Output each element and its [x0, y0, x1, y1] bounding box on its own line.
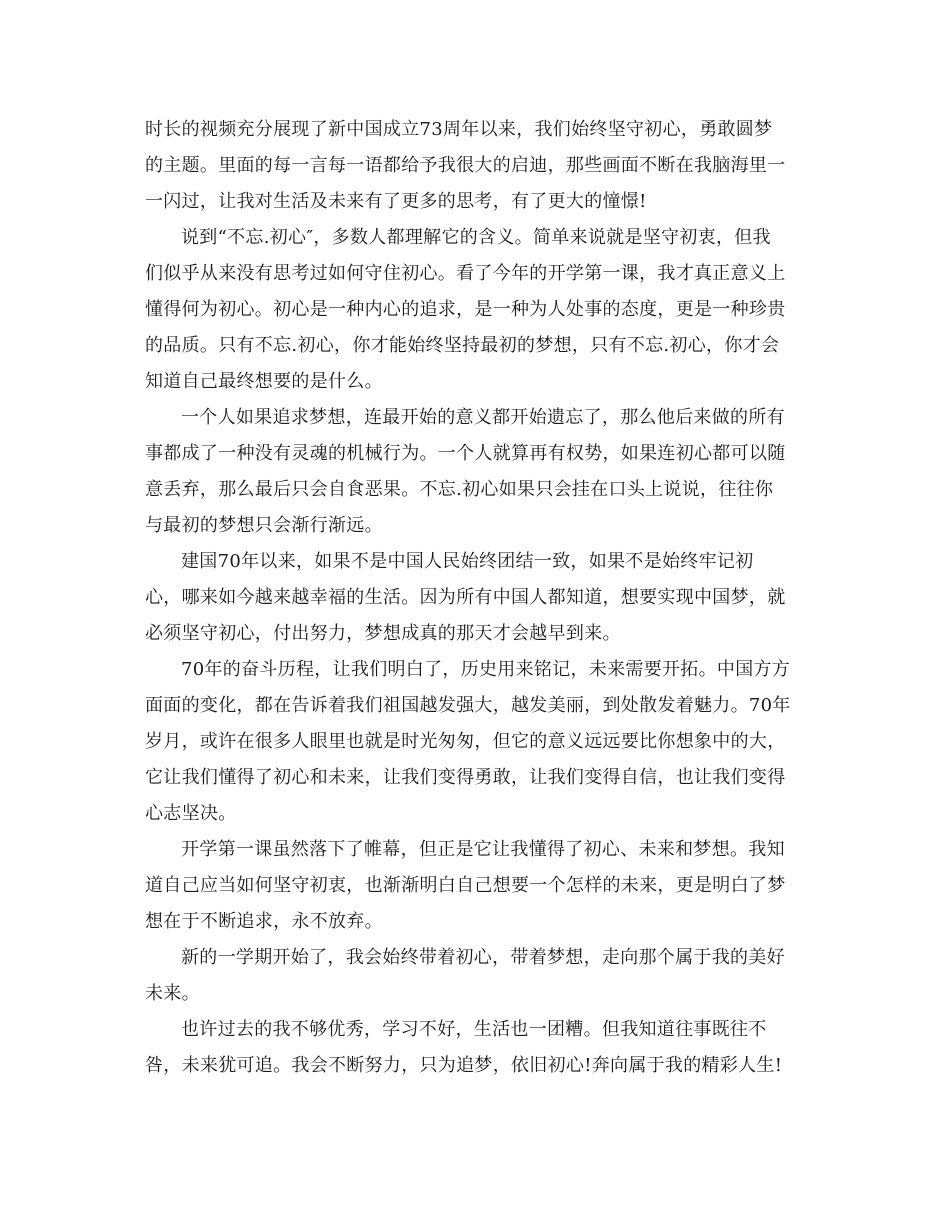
text-line: 70年的奋斗历程，让我们明白了，历史用来铭记，未来需要开拓。中国方方: [181, 659, 791, 680]
paragraph-5: [145, 652, 805, 832]
text-line: 建国70年以来，如果不是中国人民始终团结一致，如果不是始终牢记初: [181, 551, 754, 572]
text-line: 与最初的梦想只会渐行渐远。: [145, 515, 383, 536]
text-line: 新的一学期开始了，我会始终带着初心，带着梦想，走向那个属于我的美好: [181, 947, 785, 968]
text-line: 也许过去的我不够优秀，学习不好，生活也一团糟。但我知道往事既往不: [181, 1019, 767, 1040]
paragraph-8: [145, 1012, 805, 1084]
text-line: 必须坚守初心，付出努力，梦想成真的那天才会越早到来。: [145, 623, 621, 644]
text-line: 知道自己最终想要的是什么。: [145, 371, 383, 392]
paragraph-6: [145, 832, 805, 940]
text-line: 咎，未来犹可追。我会不断努力，只为追梦，依旧初心!奔向属于我的精彩人生!: [145, 1055, 783, 1076]
text-line: 道自己应当如何坚守初衷，也渐渐明白自己想要一个怎样的未来，更是明白了梦: [145, 875, 786, 896]
paragraph-3: [145, 400, 805, 544]
paragraph-2: [145, 220, 805, 400]
text-line: 懂得何为初心。初心是一种内心的追求，是一种为人处事的态度，更是一种珍贵: [145, 299, 786, 320]
text-line: 心志坚决。: [145, 803, 237, 824]
text-line: 面面的变化，都在告诉着我们祖国越发强大，越发美丽，到处散发着魅力。70年: [145, 695, 791, 716]
text-line: 开学第一课虽然落下了帷幕，但正是它让我懂得了初心、未来和梦想。我知: [181, 839, 785, 860]
text-line: 想在于不断追求，永不放弃。: [145, 911, 383, 932]
text-line: 一个人如果追求梦想，连最开始的意义都开始遗忘了，那么他后来做的所有: [181, 407, 785, 428]
text-line: 时长的视频充分展现了新中国成立73周年以来，我们始终坚守初心，勇敢圆梦: [145, 119, 773, 140]
text-line: 说到“不忘.初心″，多数人都理解它的含义。简单来说就是坚守初衷，但我: [181, 227, 771, 248]
text-line: 岁月，或许在很多人眼里也就是时光匆匆，但它的意义远远要比你想象中的大，: [145, 731, 786, 752]
paragraph-1: [145, 112, 805, 220]
paragraph-4: [145, 544, 805, 652]
text-line: 的品质。只有不忘.初心，你才能始终坚持最初的梦想，只有不忘.初心，你才会: [145, 335, 780, 356]
text-line: 一闪过，让我对生活及未来有了更多的思考，有了更大的憧憬!: [145, 191, 647, 212]
text-line: 它让我们懂得了初心和未来，让我们变得勇敢，让我们变得自信，也让我们变得: [145, 767, 786, 788]
paragraph-7: [145, 940, 805, 1012]
text-line: 的主题。里面的每一言每一语都给予我很大的启迪，那些画面不断在我脑海里一: [145, 155, 786, 176]
document-body: [145, 112, 805, 1084]
text-line: 未来。: [145, 983, 200, 1004]
text-line: 意丢弃，那么最后只会自食恶果。不忘.初心如果只会挂在口头上说说，往往你: [145, 479, 774, 500]
text-line: 事都成了一种没有灵魂的机械行为。一个人就算再有权势，如果连初心都可以随: [145, 443, 786, 464]
text-line: 心，哪来如今越来越幸福的生活。因为所有中国人都知道，想要实现中国梦，就: [145, 587, 786, 608]
text-line: 们似乎从来没有思考过如何守住初心。看了今年的开学第一课，我才真正意义上: [145, 263, 786, 284]
